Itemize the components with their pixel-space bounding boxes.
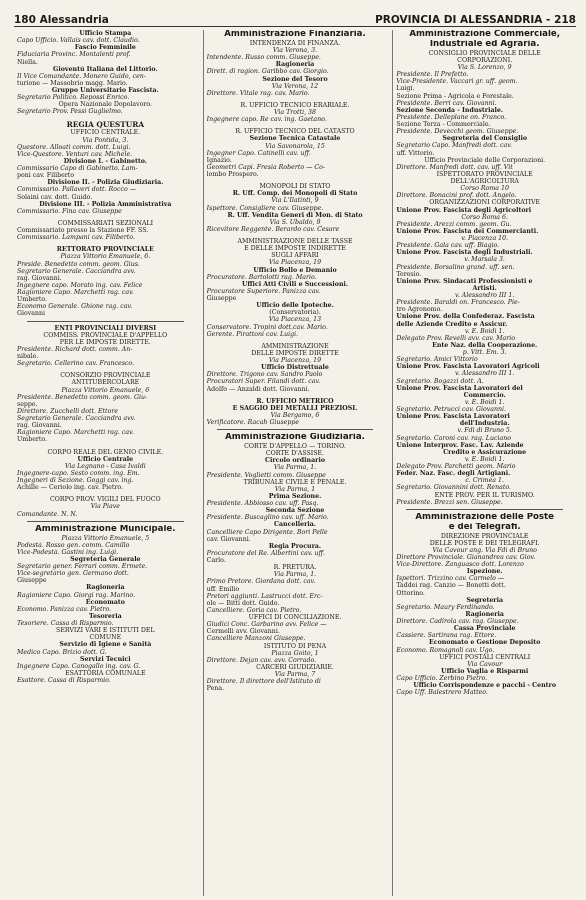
directory-line: Segretario. Caroni cav. rag. Luciano [396, 434, 511, 442]
directory-line: Unione Prov. Fascista Lavoratori Agricoli [396, 363, 540, 371]
divider [27, 321, 184, 322]
section-heading: e dei Telegrafi. [448, 522, 521, 532]
directory-line: Commissario. Fina cav. Giuseppe [17, 207, 122, 215]
directory-line: Segretario Prov. Pessi Guglielmo. [17, 108, 123, 116]
directory-line: v. E. Boidi 1. [464, 327, 505, 335]
directory-line: Segreteria [466, 596, 504, 604]
directory-line: Via Parma, 1 [274, 485, 316, 493]
directory-line: Via L'Ilatinti, 9 [271, 197, 319, 205]
directory-line: Seconda Sezione [265, 507, 325, 515]
directory-line: Geometri Capi. Fresia Roberto — Co- [206, 163, 325, 171]
directory-line: Intendente. Russo comm. Giuseppe. [206, 54, 321, 62]
directory-line: Cancelleria. [274, 521, 316, 529]
directory-line: Gioventù Italiana del Littorio. [53, 65, 158, 73]
directory-line: Ingegner Capo. Catinelli cav. uff. [206, 149, 311, 157]
section-heading: Amministrazione Municipale. [35, 524, 176, 534]
directory-line: CORPO PROV. VIGILI DEL FUOCO [50, 496, 161, 504]
directory-line: Cancelliere Capo Dirigente. Bori Pelle [206, 528, 328, 536]
directory-line: Il Vice Comandante. Monero Guido, cen- [17, 72, 146, 80]
directory-line: Opera Nazionale Dopolavoro. [58, 101, 153, 109]
directory-line: Procuratori Super. Filandi dott. cav. [206, 378, 321, 386]
directory-line: Vice-Direttore. Zanguasco dott. Lorenzo [396, 561, 524, 568]
directory-line: CONSIGLIO PROVINCIALE DELLE [428, 49, 541, 57]
divider [27, 521, 184, 522]
directory-line: Ufficio Bollo e Demanio [253, 266, 337, 274]
directory-line: Economato [85, 598, 125, 606]
directory-line: UFFICI POSTALI CENTRALI [439, 653, 531, 661]
directory-line: Divisione I. - Gabinetto. [63, 157, 147, 165]
directory-line: Presidente. Brezzi sen. Giuseppe. [396, 498, 503, 506]
directory-line: Giuseppe [17, 577, 47, 585]
directory-line: Direttore. Cadirola cav. rag. Giuseppe. [396, 618, 519, 625]
directory-line: Carlo. [206, 557, 226, 564]
directory-line: Presidente. Arezzi comm. geom. Gu. [396, 220, 512, 228]
directory-line: ANTITUBERCOLARE [71, 379, 140, 387]
directory-line: Sezione Prima - Agricola e Forestale. [396, 92, 514, 100]
directory-line: Tesoriere. Cassa di Risparmio. [17, 620, 114, 627]
directory-line: Esattore. Cassa di Risparmio. [17, 677, 111, 684]
directory-line: Ispettore. Consigliere cav. Giuseppe. [206, 204, 324, 212]
directory-line: R. PRETURA. [273, 564, 317, 572]
directory-line: R. UFFICIO TECNICO DEL CATASTO [235, 128, 355, 136]
directory-line: v. E. Boidi 1. [464, 455, 505, 463]
directory-line: Presidente. Baraldi on. Francesco. Pie- [396, 299, 520, 307]
section-heading: Amministrazione Finanziaria. [224, 30, 366, 39]
directory-line: Delegato Prov. Parchetti geom. Mario [396, 463, 516, 470]
directory-line: Capo Uff. Balestrero Matteo. [396, 689, 488, 697]
directory-line: Via Piacenza, 13 [268, 316, 322, 324]
directory-line: c. Crimea 1. [465, 477, 504, 485]
directory-line: Segretario gener. Ferrari comm. Ermete. [17, 563, 148, 570]
directory-line: Direttore. Bonacini prof. dott. Angelo. [396, 192, 517, 200]
directory-line: ole — Bitti dott. Guido. [206, 599, 280, 607]
directory-line: Servizio di Igiene e Sanità [59, 641, 152, 649]
directory-line: Unione Interprov. Fasc. Lav. Aziende [396, 441, 524, 449]
directory-line: Divisione III. - Polizia Amministrativa [39, 200, 172, 208]
directory-line: Comandante. N. N. [17, 510, 78, 518]
directory-line: SUGLI AFFARI [271, 252, 319, 260]
directory-line: Piazza Vittorio Emanuele, 6 [61, 386, 150, 394]
directory-line: Ragioniere Capo. Giorgi rag. Marino. [17, 591, 136, 599]
column-left [14, 30, 197, 896]
directory-line: TRIBUNALE CIVILE E PENALE. [243, 478, 347, 486]
directory-line: Via Parma, 1. [273, 464, 317, 472]
directory-line: Umberto. [17, 296, 48, 304]
directory-line: Via S. Ubaldo, 9 [269, 218, 321, 226]
directory-line: INTENDENZA DI FINANZA. [249, 39, 341, 47]
directory-line: Presidente. Richard dott. comm. An- [17, 345, 133, 353]
directory-line: Via Cavour [467, 660, 503, 668]
directory-line: Sezione Seconda - Industriale. [396, 106, 504, 114]
directory-line: R. UFFICIO TECNICO ERARIALE. [240, 101, 350, 109]
directory-line: Presidente. Voglietti comm. Giuseppe [206, 471, 326, 479]
directory-line: Vice-segretario gen. Germano dott. [17, 570, 129, 578]
directory-line: Presidente. Delleplane on. Franco. [396, 113, 507, 121]
directory-line: Ragioneria [465, 610, 504, 618]
directory-line: rag. Giovanni. [17, 422, 62, 430]
directory-line: E SAGGIO DEI METALLI PREZIOSI. [232, 404, 358, 412]
directory-line: Ricevitore Reggente. Berardo cav. Cesare [206, 225, 340, 233]
page-header-right: PROVINCIA DI ALESSANDRIA - 218 [375, 14, 576, 26]
directory-line: UFFICIO CENTRALE. [70, 129, 141, 137]
directory-line: Ignazio. [206, 156, 232, 164]
directory-line: Segreteria del Consiglio [442, 135, 527, 143]
directory-line: ISPETTORATO PROVINCIALE [436, 170, 533, 178]
directory-line: DELLE POSTE E DEI TELEGRAFI. [429, 539, 540, 547]
directory-line: rag. Giovanni. [17, 274, 62, 282]
directory-line: Preside. Benedetto comm. geom. Gius. [17, 260, 140, 268]
directory-line: Economo. Panizza cav. Pietro. [17, 605, 112, 613]
directory-line: Unione Prov. Fascista Lavoratori [396, 413, 510, 421]
directory-line: Unione Prov. Fascista degli Industriali. [396, 249, 533, 257]
directory-line: Solaini cav. dott. Guido. [17, 193, 93, 201]
directory-line: Ingegnere capo. Re cav. ing. Gaetano. [206, 116, 327, 124]
directory-line: COMMISS. PROVINCIALE D'APPELLO [43, 331, 168, 339]
directory-line: Ufficio Stampa [79, 30, 132, 37]
directory-line: Ottorino. [396, 589, 425, 597]
directory-line: Vice-Presidente. Vaccari gr. uff. geom. [396, 78, 518, 86]
page-header-left: 180 Alessandria [14, 14, 109, 26]
directory-line: uff. Vittorio. [396, 149, 435, 157]
directory-line: Ufficio Distrettuale [261, 364, 329, 372]
directory-line: Segretario. Petrucci cav. Giovanni. [396, 406, 507, 413]
subsection-heading: REGIA QUESTURA [66, 120, 145, 129]
directory-line: dell'Industria. [459, 420, 510, 428]
directory-line: Delegato Prov. Revelli avv. cav. Mario [396, 334, 515, 342]
directory-line: Achille — Ceriolo ing. cav. Pietro. [17, 484, 123, 492]
directory-line: Presidente. Abbiosso cav. uff. Pasq. [206, 500, 319, 507]
directory-line: Ufficio Centrale [77, 455, 134, 463]
directory-line: Via Parma, 7 [274, 671, 316, 678]
directory-line: Presidente. Il Prefetto. [396, 71, 469, 79]
directory-line: Circolo ordinario [265, 457, 325, 465]
directory-line: v. Piacenza 10. [461, 235, 509, 242]
directory-line: Commercio. [463, 391, 506, 399]
directory-line: Teresio. [396, 270, 422, 278]
directory-line: Direttore. Manfredi dott. cav. uff. Vit [396, 163, 513, 171]
directory-line: E DELLE IMPOSTE INDIRETTE [244, 245, 346, 253]
directory-line: CORTE D'APPELLO — TORINO. [244, 443, 346, 450]
directory-line: v. Marsala 3. [464, 256, 505, 264]
directory-line: Ingegnere Capo. Canogallo ing. cav. G. [17, 662, 141, 670]
directory-line: Via Piacenza, 19 [268, 259, 322, 267]
directory-line: Ragioniere Capo. Marchetti rag. cav. [17, 429, 134, 437]
directory-line: Giuseppe [206, 295, 237, 302]
directory-line: Via Legnano - Casa Ivaldi [64, 462, 146, 470]
directory-line: Pretori aggiunti. Lastrucci dott. Erc- [206, 592, 323, 600]
directory-line: Umberto. [17, 436, 48, 444]
directory-line: Presidente. Gala cav. uff. Biagio. [396, 242, 500, 250]
directory-line: Segretario Capo. Manfredi dott. cav. [396, 142, 513, 150]
directory-line: Segreteria Generale [70, 555, 141, 563]
directory-line: delle Aziende Credito e Assicur. [396, 320, 508, 328]
directory-line: Tesoreria [89, 612, 122, 620]
directory-line: Piazza Vittorio Emanuele, 5 [61, 534, 150, 542]
directory-line: Commissariato presso la Stazione FF. SS. [17, 227, 149, 234]
directory-line: Fiduciaria Provinc. Montalenti prof. [17, 51, 131, 59]
directory-line: v. E. Boidi 1. [464, 398, 505, 406]
directory-line: (Conservatoria). [269, 309, 321, 317]
directory-line: CORTE D'ASSISE. [265, 450, 325, 458]
directory-line: Corso Roma 10 [460, 185, 509, 193]
directory-line: tro Agronomo. [396, 306, 443, 314]
directory-line: cav. Giovanni. [206, 535, 251, 543]
directory-line: Segretario. Bogazzi dott. A. [396, 377, 484, 385]
directory-line: Uffici Atti Civili e Successioni. [241, 280, 349, 288]
directory-line: uff. Emilio [206, 585, 240, 593]
directory-line: Vice-Podestà. Gastini ing. Luigi. [17, 548, 119, 556]
directory-line: ISTITUTO DI PENA [263, 642, 327, 650]
directory-line: Verificatore. Racah Giuseppe [206, 419, 300, 426]
directory-line: Presidente. Benedetto comm. geom. Giu- [17, 393, 148, 401]
directory-line: Ufficio Corrispondenze e pacchi - Centro [413, 682, 557, 690]
directory-line: Cancelliere. Goria cav. Pietro. [206, 606, 302, 614]
directory-line: Direttore. Il direttore dell'Istituto di [206, 678, 321, 686]
directory-line: Via Bergamo, 6 [270, 411, 320, 419]
directory-line: Taddei rag. Canzio — Bonetti dott. [396, 582, 506, 590]
directory-line: Via Verona, 3. [272, 47, 318, 54]
directory-line: Via Verona, 12 [271, 82, 319, 90]
directory-line: CARCERI GIUDIZIARIE. [256, 663, 334, 671]
directory-line: Commissario. Pallaveri dott. Rocco — [17, 186, 136, 194]
directory-line: Ingegnere capo. Morato ing. cav. Felice [17, 281, 143, 289]
directory-line: v. Alessandro III 1. [455, 370, 515, 378]
directory-line: Ingegnere-capo. Sesto comm. ing. Em. [17, 469, 140, 477]
directory-line: Presidente. Berri cav. Giovanni. [396, 99, 497, 107]
directory-line: Direttore. Dejan cav. avv. Corrado. [206, 656, 317, 664]
directory-line: CORPORAZIONI. [457, 56, 513, 64]
directory-line: Credito e Assicurazione [443, 448, 527, 456]
directory-line: Unione Prov. Fascista dei Commercianti. [396, 227, 539, 235]
directory-line: ENTI PROVINCIALI DIVERSI [54, 324, 157, 332]
directory-line: Via Piacenza, 19 [268, 357, 322, 364]
directory-line: Unione Prov. Sindacati Professionisti e [396, 277, 533, 285]
divider [406, 509, 563, 510]
directory-line: Vice-Questore. Venturi cav. Michele. [17, 150, 133, 158]
directory-line: Pena. [206, 685, 225, 693]
directory-line: Direttore. Trigono cav. Sandro Paolo [206, 371, 323, 379]
section-heading: Amministrazione Commerciale, [409, 30, 561, 39]
section-heading: Industriale ed Agraria. [429, 39, 540, 49]
directory-line: R. Uff. Vendita Generi di Mon. di Stato [227, 211, 363, 219]
directory-line: Ente Naz. della Cooperazione. [432, 341, 538, 349]
directory-line: Sezione del Tesoro [262, 75, 328, 83]
directory-line: Piazza Vittorio Emanuele, 6. [60, 253, 151, 261]
directory-line: Capo Ufficio. Zerbino Pietro. [396, 675, 488, 682]
directory-line: Divisione II. - Polizia Giudiziaria. [47, 179, 164, 187]
page-header [14, 10, 576, 27]
directory-line: UFFICI DI CONCILIAZIONE. [248, 614, 342, 621]
directory-line: SERVIZI VARI E ISTITUTI DEL [56, 627, 155, 635]
directory-line: Prima Sezione. [268, 492, 322, 500]
directory-line: Segretario. Maury Ferdinando. [396, 603, 495, 611]
section-heading: Amministrazione delle Poste [415, 512, 554, 522]
directory-columns [14, 30, 576, 896]
directory-line: Cassiere. Sartirana rag. Ettore. [396, 632, 497, 640]
directory-line: Economato e Gestione Deposito [429, 639, 541, 647]
directory-line: Dirett. di ragion. Garibbo cav. Giorgio. [206, 68, 329, 76]
directory-line: COMUNE [89, 634, 122, 642]
directory-line: Via Piave [90, 503, 120, 511]
directory-line: Ufficio Provinciale delle Corporazioni. [424, 156, 546, 164]
directory-line: Feder. Naz. Fasc. degli Artigiani. [396, 470, 511, 478]
directory-line: DIREZIONE PROVINCIALE [440, 532, 529, 540]
directory-line: Capo Ufficio. Vallais cav. dott. Claudio. [17, 37, 140, 45]
directory-line: Ingegneri di Sezione. Goggi cav. ing. [17, 477, 134, 484]
directory-line: Segretario Politico. Repossi Enrico. [17, 94, 130, 102]
directory-line: R. Uff. Comp. dei Monopoli di Stato [232, 190, 358, 198]
directory-line: Ragioneria [86, 584, 125, 592]
directory-line: RETTORATO PROVINCIALE [56, 246, 154, 254]
directory-line: Presidente. Borsalino grand. uff. sen. [396, 263, 515, 271]
directory-line: Direttore. Zucchelli dott. Ettore [17, 407, 119, 415]
directory-line: Giudici Conc. Garbarino avv. Felice — [206, 621, 327, 629]
directory-line: seppe. [17, 400, 38, 408]
directory-line: Via Cavour ang. Via Fdi di Bruno [432, 546, 537, 554]
directory-line: Segretario. Giovannini dott. Renato. [396, 484, 512, 492]
directory-line: MONOPOLI DI STATO [259, 183, 331, 191]
directory-line: Presidente. Devecchi geom. Giuseppe. [396, 128, 519, 136]
directory-line: Economo. Romagnoli cav. Ugo. [396, 646, 495, 654]
directory-line: Podestà. Rosso gen. comm. Camillo [17, 541, 130, 549]
directory-line: Unione Prov. Fascista Lavoratori del [396, 384, 523, 392]
directory-line: Regia Procura. [268, 542, 322, 550]
directory-line: Via Parma, 1. [273, 571, 317, 579]
directory-line: Via Savonarola, 15 [265, 142, 325, 150]
directory-line: Piazza Goito, 1 [271, 649, 319, 657]
directory-line: Cermelli avv. Giovanni. [206, 628, 280, 636]
directory-line: nibale. [17, 353, 39, 360]
directory-line: Questore. Alloati comm. dott. Luigi. [17, 143, 131, 151]
directory-line: Cancelliere Manzoni Giuseppe. [206, 635, 306, 643]
directory-line: COMMISSARIATI SEZIONALI [57, 219, 154, 227]
directory-line: Luigi. [396, 85, 415, 93]
directory-line: Procuratore. Bartolotti rag. Mario. [206, 273, 317, 281]
directory-line: Ragioniere Capo. Marchetti rag. cav. [17, 289, 134, 296]
directory-line: Procuratore Superiore. Panizza cav. [206, 287, 321, 295]
column-middle [203, 30, 387, 896]
directory-line: Via Pontida, 3. [82, 136, 129, 144]
directory-line: Presidente. Buscaglino cav. uff. Mario. [206, 514, 329, 522]
section-heading: Amministrazione Giudiziaria. [225, 433, 365, 443]
directory-line: turione — Massobrio magg. Mario. [17, 79, 128, 87]
directory-line: CONSORZIO PROVINCIALE [60, 372, 151, 380]
directory-line: Ispettori. Trizzino cav. Carmelo — [396, 575, 505, 583]
directory-line: v. Fdi di Bruno 5. [457, 427, 512, 435]
directory-line: ORGANIZZAZIONI CORPORATIVE [429, 199, 541, 207]
directory-line: Direttore. Vitale rag. cav. Mario. [206, 89, 310, 97]
directory-line: Via Trotti, 38 [274, 109, 316, 116]
directory-line: lombo Prospero. [206, 171, 259, 178]
directory-line: Economo Generale. Ghione rag. cav. [17, 303, 133, 311]
directory-line: CORPO REALE DEL GENIO CIVILE. [47, 448, 164, 456]
directory-line: Segretario. Amici Vittorio [396, 356, 478, 364]
directory-line: Commissario Capo di Gabinetto. Lam- [17, 165, 138, 172]
directory-line: Medico Capo. Brizio dott. G. [17, 648, 107, 656]
directory-line: Gruppo Universitario Fascista. [51, 87, 159, 94]
column-right [392, 30, 576, 896]
directory-line: Gerente. Pirattoni cav. Luigi. [206, 330, 299, 338]
directory-line: v. Alessandro III 1. [455, 292, 515, 299]
directory-line: Niella. [17, 58, 38, 66]
divider [217, 429, 374, 430]
directory-line: AMMINISTRAZIONE DELLE TASSE [237, 238, 353, 245]
directory-line: Sezione Tecnica Catastale [249, 135, 341, 143]
directory-line: Procuratore del Re. Albertini cav. uff. [206, 549, 326, 557]
directory-line: DELL'AGRICOLTURA [450, 178, 519, 185]
directory-line: Segretario Generale. Cacciandra avv. [17, 415, 136, 422]
directory-line: ENTE PROV. PER IL TURISMO. [434, 491, 535, 499]
directory-line: Fascio Femminile [74, 44, 136, 52]
directory-line: AMMINISTRAZIONE [261, 342, 329, 350]
directory-line: Giovanni [17, 310, 46, 318]
directory-line: poni cav. Filiberto [17, 172, 75, 180]
directory-line: Direttore Provinciale. Gianandrea cav. Giov. [396, 553, 536, 561]
directory-line: Sezione Terza - Commerciale. [396, 121, 491, 128]
directory-line: DELLE IMPOSTE DIRETTE [251, 349, 339, 357]
directory-line: Via S. Lorenzo, 9 [457, 64, 512, 71]
directory-line: Unione Prov. della Confederaz. Fascista [396, 313, 535, 321]
directory-line: Primo Pretore. Giordana dott. cav. [206, 578, 316, 586]
directory-line: Conservatore. Tropini dott.cav. Mario. [206, 323, 328, 331]
directory-line: Segretario. Cellerino cav. Francesco. [17, 360, 135, 368]
directory-line: Corso Roma 6. [461, 213, 508, 221]
directory-line: Ufficio delle Ipoteche. [256, 302, 334, 310]
directory-line: Ispezione. [466, 568, 503, 576]
directory-line: Cassa Provinciale [453, 625, 516, 633]
directory-line: Commissario. Lampani cav. Filiberto. [17, 234, 135, 242]
directory-line: p. Vitt. Em. 3. [462, 349, 507, 356]
directory-line: Ufficio Vaglia e Risparmi [441, 667, 529, 675]
directory-line: PER LE IMPOSTE DIRETTE. [59, 338, 151, 346]
directory-line: Segretario Generale. Cacciandra avv. [17, 267, 136, 275]
directory-line: Servizi Tecnici [79, 655, 131, 663]
directory-line: Adolfo — Anzaldi dott. Giovanni. [206, 385, 310, 393]
directory-line: Unione Prov. Fascista degli Agricoltori [396, 206, 532, 214]
directory-line: Artisti. [472, 284, 497, 292]
directory-line: Ragioneria [275, 61, 315, 69]
directory-line: ESATTORIA COMUNALE [65, 669, 146, 677]
directory-line: R. UFFICIO METRICO [256, 397, 334, 405]
